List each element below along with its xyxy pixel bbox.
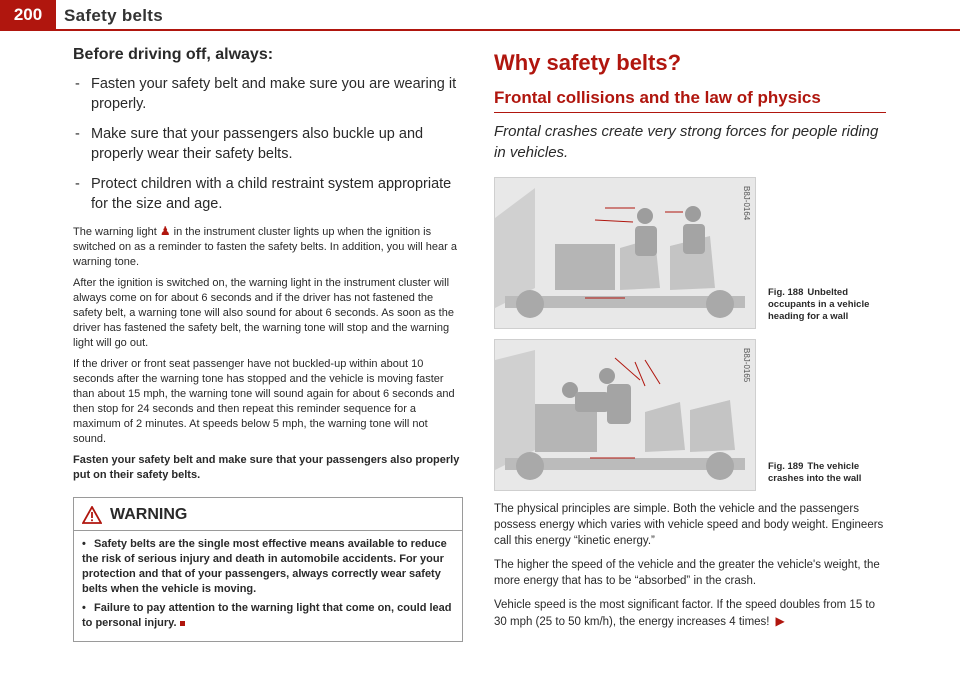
list-item: - Protect children with a child restraint system appropriate for the size and age. <box>73 174 463 214</box>
warning-body <box>74 531 462 641</box>
crash-illustration-impact <box>494 339 756 491</box>
bullet-icon: • <box>82 538 86 550</box>
crash-illustration-before <box>494 177 756 329</box>
paragraph-ignition: After the ignition is switched on, the warning light in the instrument cluster will always come on for about 6 seconds and if the driver has not fastened the safety belt, a warning tone will also sound for about 6 seconds. As soon as the driver has fastened the safety belt, the warning tone will stop and the warning light will go out. <box>73 277 454 349</box>
text-fragment: The warning light <box>73 226 157 238</box>
figure-number: Fig. 188 <box>768 287 804 298</box>
figure-188 <box>494 177 886 327</box>
bullet-icon: • <box>82 602 86 614</box>
lead-paragraph: Frontal crashes create very strong forces for people riding in vehicles. <box>494 123 879 161</box>
body-paragraph: The physical principles are simple. Both the vehicle and the passengers possess energy which varies with vehicle speed and body weight. Engineers call this energy “kinetic energy.” <box>494 503 884 547</box>
list-item: - Fasten your safety belt and make sure you are wearing it properly. <box>73 74 463 114</box>
paragraph-reminder: If the driver or front seat passenger have not buckled-up within about 10 seconds after the warning tone has stopped and the vehicle is moving faster than about 15 mph, the warning tone will sound again for about 6 seconds and then stop for 24 seconds and then repeat this reminder sequence for a maximum of 2 minutes. At speeds below 5 mph, the warning tone will not sound. <box>73 358 455 445</box>
figure-189 <box>494 339 886 489</box>
continue-arrow-icon: ▶ <box>775 614 785 628</box>
warning-item <box>82 601 454 631</box>
text-fragment: in the instrument cluster lights up when the ignition is switched on as a reminder to fasten the safety belts. In addition, you will hear a warning tone. <box>73 226 457 268</box>
figure-code: B8J-0164 <box>742 186 751 221</box>
figure-caption <box>768 287 886 323</box>
running-title: Safety belts <box>64 6 164 25</box>
warning-title: WARNING <box>110 506 188 523</box>
warning-triangle-icon <box>82 506 102 524</box>
body-paragraph: The higher the speed of the vehicle and the greater the vehicle's weight, the more energy that has to be “absorbed” in the crash. <box>494 559 880 587</box>
warning-item-text: Safety belts are the single most effective means available to reduce the risk of serious injury and death in automobile accidents. For your protection and that of your passengers, always correctly wear safety belts when the vehicle is moving. <box>82 538 447 595</box>
warning-header <box>74 498 462 531</box>
figure-number: Fig. 189 <box>768 461 804 472</box>
seatbelt-warning-icon: ♟ <box>159 224 171 238</box>
left-column <box>73 46 463 642</box>
caption-text: The vehicle crashes into the wall <box>768 461 862 484</box>
body-text: Vehicle speed is the most significant factor. If the speed doubles from 15 to 30 mph (25 to 50 km/h), the energy increases 4 times! <box>494 599 875 628</box>
paragraph-warning-light <box>73 224 463 270</box>
figure-code: B8J-0165 <box>742 348 751 383</box>
subhead-before-driving: Before driving off, always: <box>73 46 274 63</box>
list-item: - Make sure that your passengers also buckle up and properly wear their safety belts. <box>73 124 463 164</box>
warning-box <box>73 497 463 642</box>
checklist <box>73 74 463 214</box>
right-column <box>494 50 886 638</box>
figure-caption <box>768 461 886 485</box>
header-rule <box>0 29 960 31</box>
paragraph-fasten: Fasten your safety belt and make sure that your passengers also properly put on their safety belts. <box>73 454 460 481</box>
body-paragraph <box>494 597 886 630</box>
subsection-title: Frontal collisions and the law of physics <box>494 88 886 113</box>
caption-text: Unbelted occupants in a vehicle heading for a wall <box>768 287 870 322</box>
warning-item <box>82 537 454 597</box>
warning-item-text: Failure to pay attention to the warning light that come on, could lead to personal injury. <box>82 602 452 629</box>
page-number: 200 <box>0 0 56 30</box>
section-title: Why safety belts? <box>494 50 682 75</box>
end-of-section-icon <box>180 621 185 626</box>
